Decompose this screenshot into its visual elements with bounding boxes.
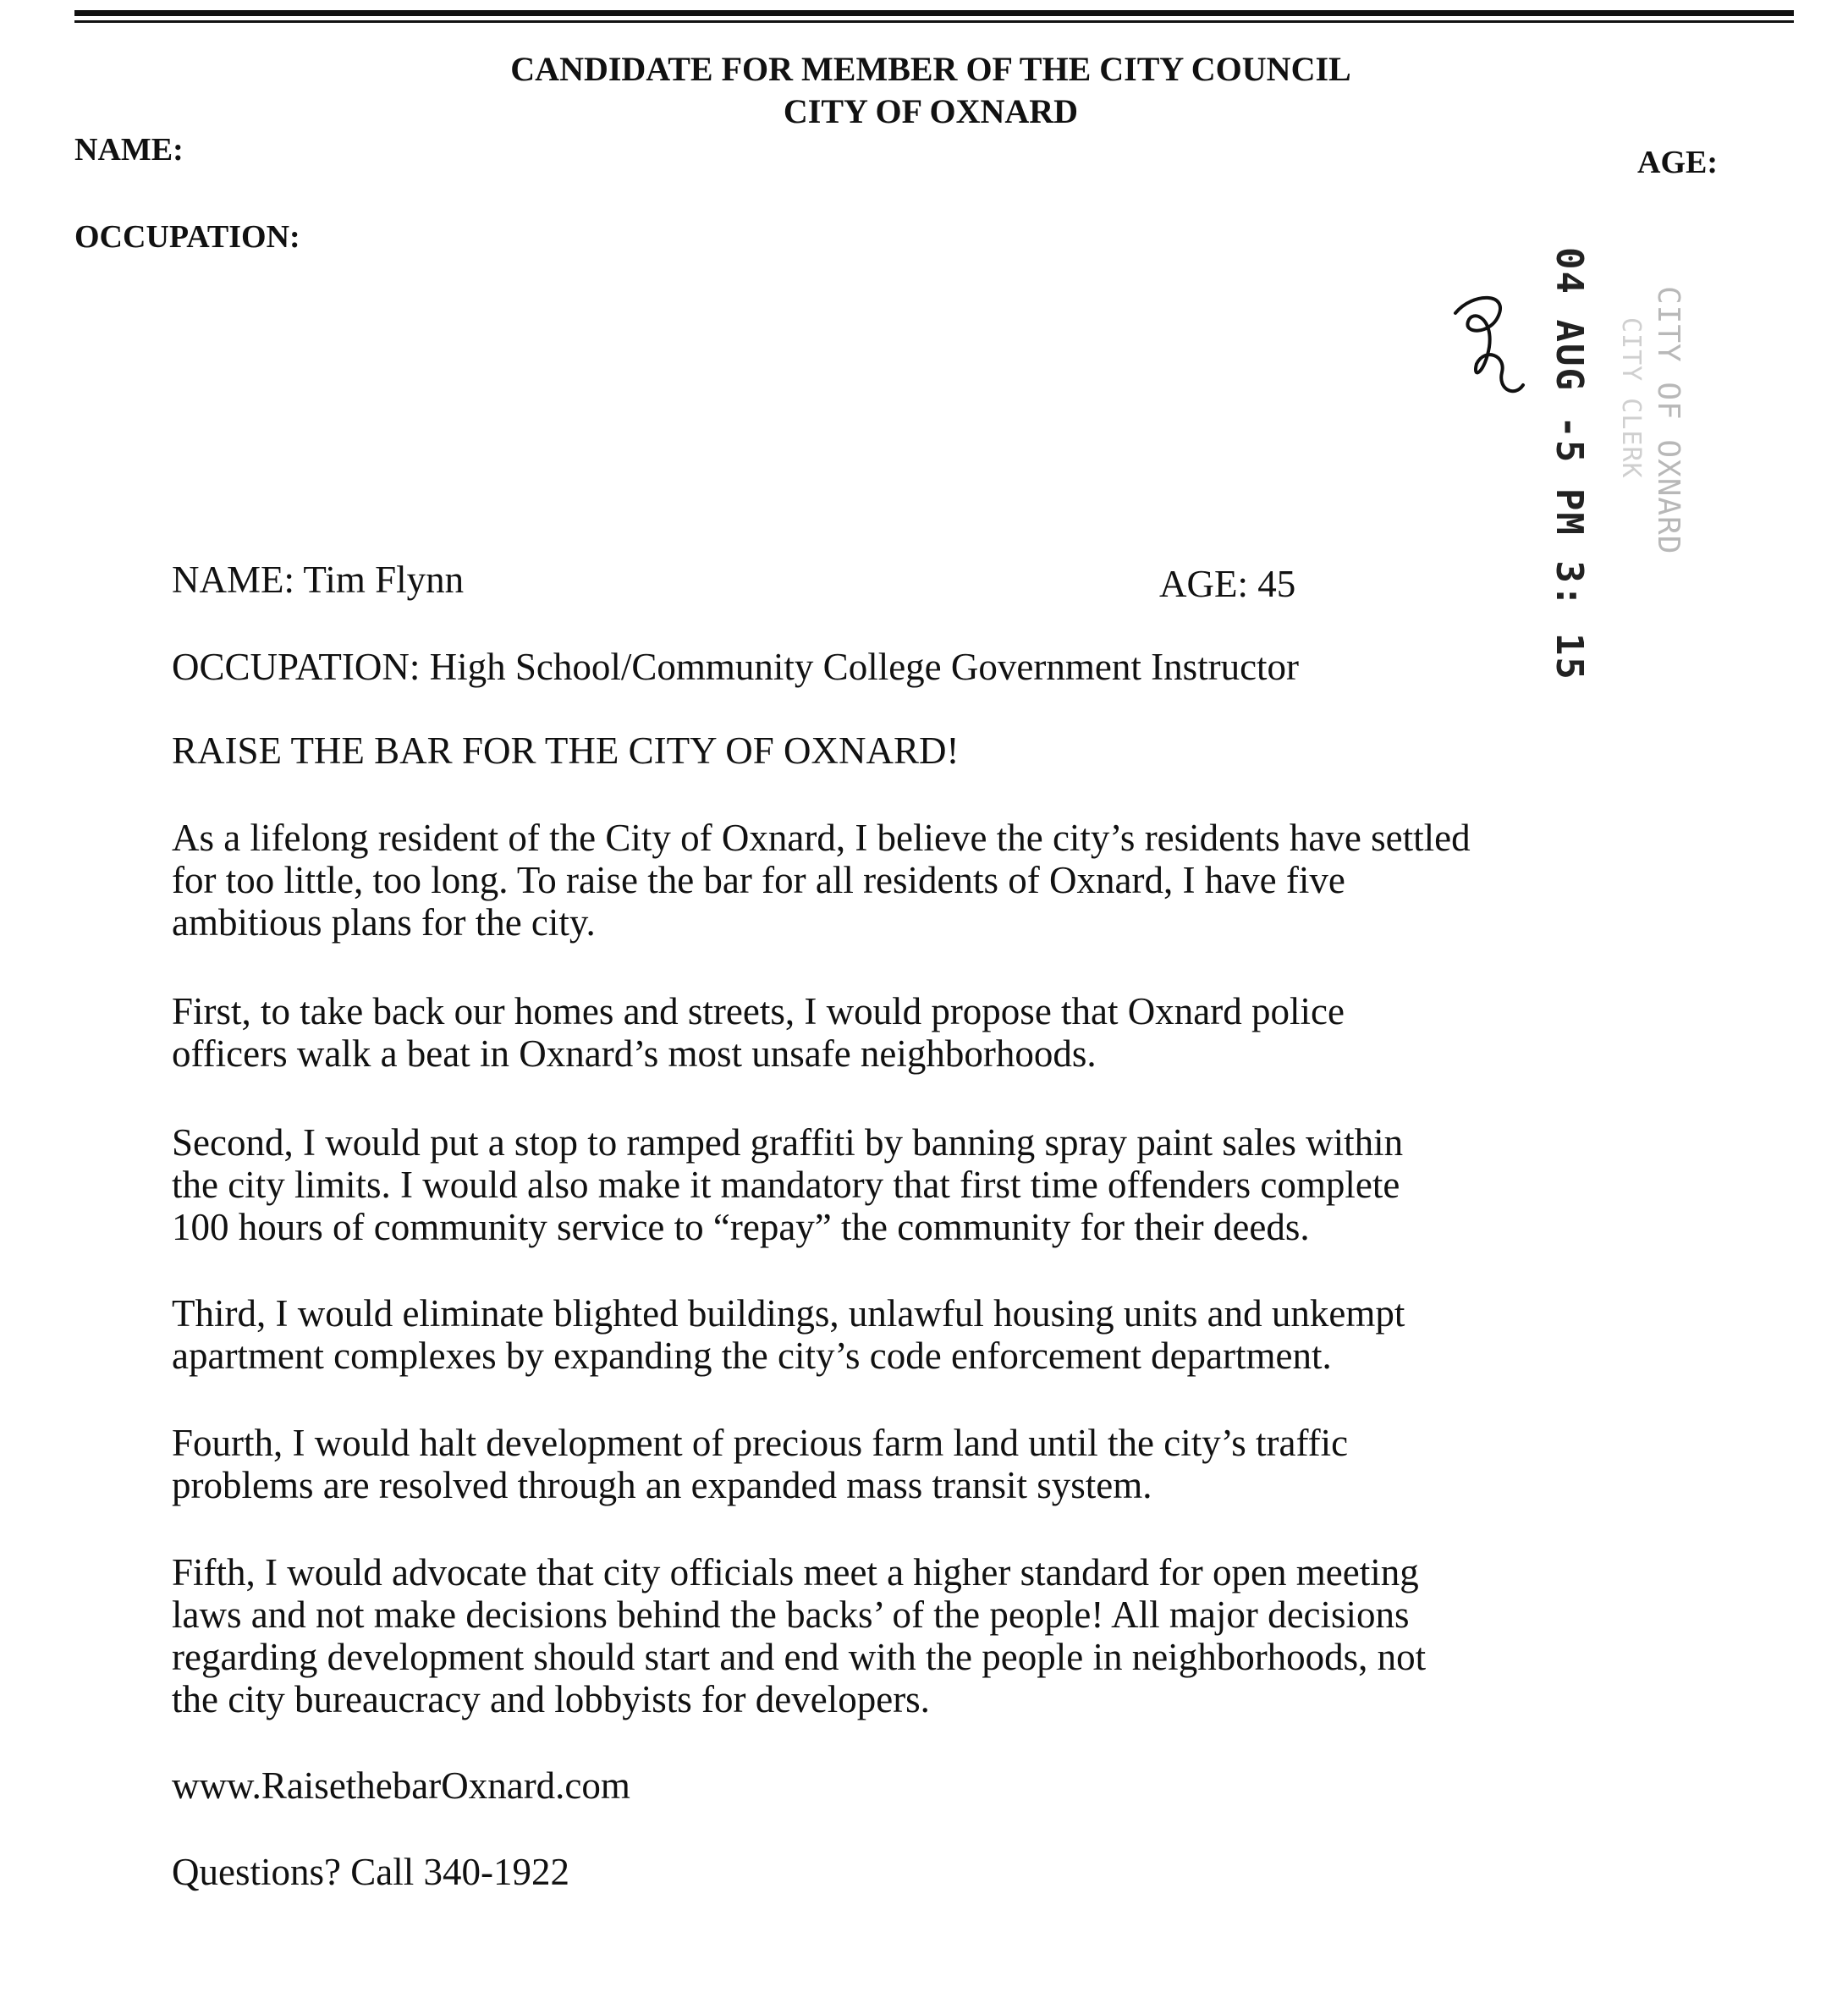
clerk-office-stamp-sub: CITY CLERK xyxy=(1616,317,1646,479)
paragraph-line: laws and not make decisions behind the backs’ of the people! All major decisions xyxy=(172,1593,1410,1636)
statement-paragraph-2 xyxy=(172,990,1345,1075)
paragraph-line: regarding development should start and end with the people in neighborhoods, not xyxy=(172,1636,1427,1678)
paragraph-line: ambitious plans for the city. xyxy=(172,901,596,944)
top-rule-thick xyxy=(74,10,1794,16)
statement-paragraph-4 xyxy=(172,1292,1405,1377)
name-label: NAME: xyxy=(74,132,184,168)
paragraph-line: 100 hours of community service to “repay” the community for their deeds. xyxy=(172,1206,1310,1248)
campaign-website: www.RaisethebarOxnard.com xyxy=(172,1764,630,1807)
candidate-occupation-line: OCCUPATION: High School/Community College Government Instructor xyxy=(172,646,1300,688)
paragraph-line: As a lifelong resident of the City of Oxnard, I believe the city’s residents have settled xyxy=(172,817,1471,859)
statement-paragraph-1 xyxy=(172,817,1471,944)
form-subtitle: CITY OF OXNARD xyxy=(783,92,1079,130)
paragraph-line: the city bureaucracy and lobbyists for developers. xyxy=(172,1678,930,1720)
contact-phone-line: Questions? Call 340-1922 xyxy=(172,1851,569,1893)
received-date-stamp: 04 AUG -5 PM 3: 15 xyxy=(1548,247,1591,681)
candidate-name-line: NAME: Tim Flynn xyxy=(172,559,465,601)
campaign-headline: RAISE THE BAR FOR THE CITY OF OXNARD! xyxy=(172,729,960,772)
paragraph-line: Second, I would put a stop to ramped graffiti by banning spray paint sales within xyxy=(172,1121,1404,1164)
form-title: CANDIDATE FOR MEMBER OF THE CITY COUNCIL xyxy=(510,50,1351,88)
candidate-age-line: AGE: 45 xyxy=(1159,563,1296,605)
top-rule-thin xyxy=(74,20,1794,23)
statement-paragraph-3 xyxy=(172,1121,1403,1248)
paragraph-line: Third, I would eliminate blighted buildings, unlawful housing units and unkempt xyxy=(172,1292,1405,1335)
paragraph-line: Fifth, I would advocate that city officials meet a higher standard for open meeting xyxy=(172,1551,1419,1593)
paragraph-line: apartment complexes by expanding the city’s code enforcement department. xyxy=(172,1335,1332,1377)
paragraph-line: the city limits. I would also make it mandatory that first time offenders complete xyxy=(172,1164,1400,1206)
paragraph-line: for too little, too long. To raise the bar for all residents of Oxnard, I have five xyxy=(172,859,1345,901)
age-label: AGE: xyxy=(1637,145,1718,180)
statement-paragraph-6 xyxy=(172,1551,1426,1720)
statement-paragraph-5 xyxy=(172,1422,1348,1506)
paragraph-line: Fourth, I would halt development of precious farm land until the city’s traffic xyxy=(172,1422,1349,1464)
paragraph-line: problems are resolved through an expanded mass transit system. xyxy=(172,1464,1152,1506)
paragraph-line: First, to take back our homes and streets, I would propose that Oxnard police xyxy=(172,990,1345,1032)
clerk-office-stamp: CITY OF OXNARD xyxy=(1651,286,1686,555)
paragraph-line: officers walk a beat in Oxnard’s most unsafe neighborhoods. xyxy=(172,1032,1097,1075)
occupation-label: OCCUPATION: xyxy=(74,219,300,255)
handwritten-initials xyxy=(1438,288,1532,415)
